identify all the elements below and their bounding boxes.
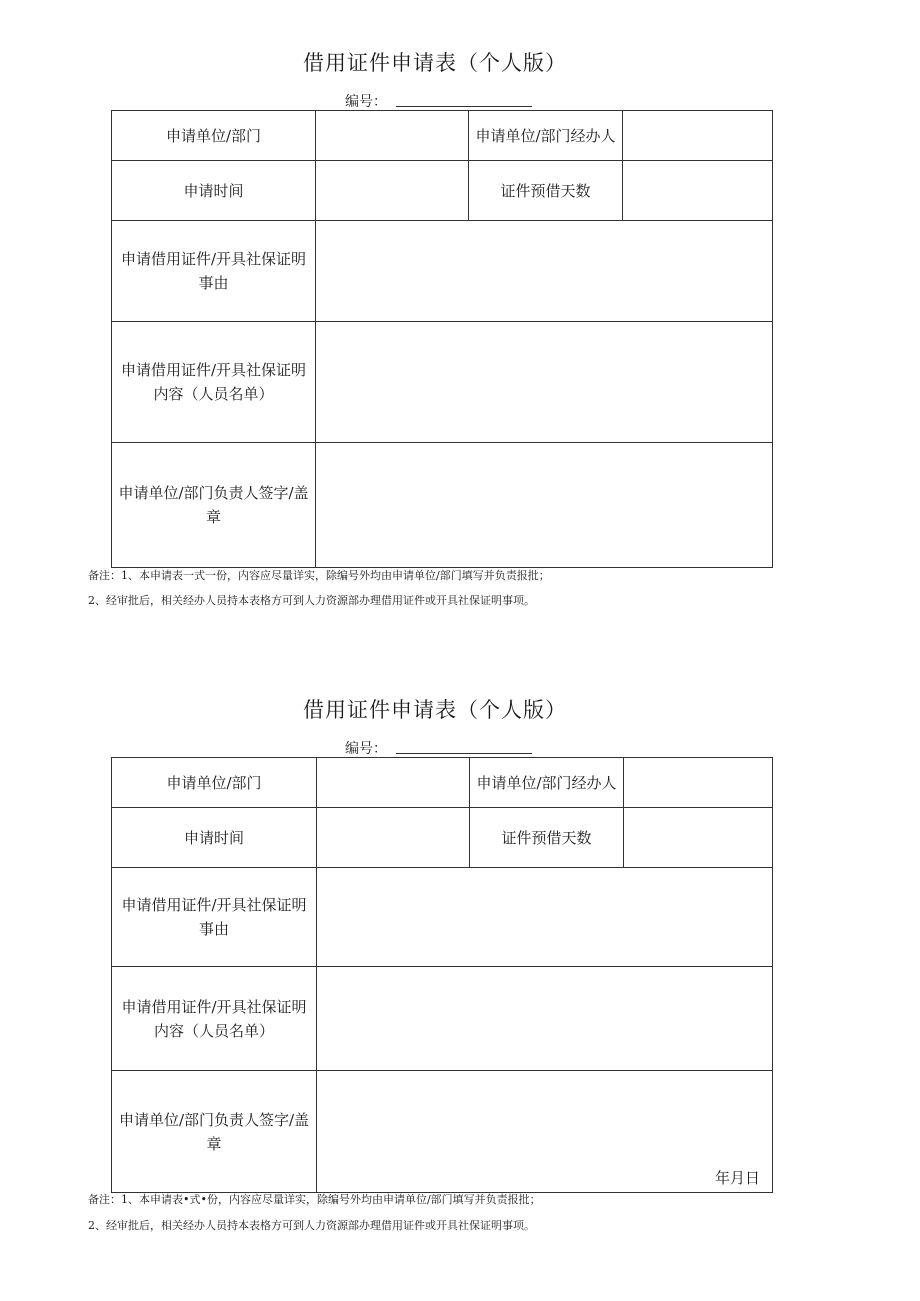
- unit-field[interactable]: [317, 758, 470, 808]
- note-line-2: 2、经审批后，相关经办人员持本表格方可到人力资源部办理借用证件或开具社保证明事项。: [88, 1219, 535, 1232]
- days-field[interactable]: [623, 161, 773, 221]
- form-title: 借用证件申请表（个人版）: [303, 51, 567, 75]
- time-label: 申请时间: [112, 808, 317, 868]
- sign-label: 申请单位/部门负责人签字/盖章: [112, 1071, 317, 1193]
- date-mark: 年月日: [714, 1169, 760, 1187]
- days-label: 证件预借天数: [469, 161, 623, 221]
- unit-field[interactable]: [316, 111, 469, 161]
- time-field[interactable]: [317, 808, 470, 868]
- application-table: [111, 757, 773, 1193]
- unit-label: 申请单位/部门: [112, 111, 316, 161]
- note-line-1: 备注：1、本申请表一式一份，内容应尽量详实，除编号外均由申请单位/部门填写并负责报批；: [88, 569, 550, 582]
- content-field[interactable]: [316, 322, 773, 443]
- serial-number-field[interactable]: [396, 753, 532, 754]
- sign-label: 申请单位/部门负责人签字/盖章: [112, 443, 316, 568]
- note-line-1: 备注：1、本申请表•式•份，内容应尽量详实，除编号外均由申请单位/部门填写并负责报批；: [88, 1193, 541, 1206]
- serial-number-label: 编号：: [345, 741, 387, 757]
- handler-label: 申请单位/部门经办人: [470, 758, 624, 808]
- time-field[interactable]: [316, 161, 469, 221]
- reason-label: 申请借用证件/开具社保证明事由: [112, 868, 317, 967]
- sign-field[interactable]: [316, 443, 773, 568]
- content-field[interactable]: [317, 967, 773, 1071]
- content-label: 申请借用证件/开具社保证明内容（人员名单）: [112, 322, 316, 443]
- application-table: [111, 110, 773, 568]
- unit-label: 申请单位/部门: [112, 758, 317, 808]
- reason-field[interactable]: [316, 221, 773, 322]
- handler-label: 申请单位/部门经办人: [469, 111, 623, 161]
- time-label: 申请时间: [112, 161, 316, 221]
- days-field[interactable]: [624, 808, 773, 868]
- handler-field[interactable]: [624, 758, 773, 808]
- days-label: 证件预借天数: [470, 808, 624, 868]
- note-line-2: 2、经审批后，相关经办人员持本表格方可到人力资源部办理借用证件或开具社保证明事项。: [88, 594, 535, 607]
- serial-number-field[interactable]: [396, 106, 532, 107]
- form-title: 借用证件申请表（个人版）: [303, 698, 567, 722]
- handler-field[interactable]: [623, 111, 773, 161]
- sign-field[interactable]: [317, 1071, 773, 1193]
- serial-number-label: 编号：: [345, 94, 387, 110]
- reason-label: 申请借用证件/开具社保证明事由: [112, 221, 316, 322]
- content-label: 申请借用证件/开具社保证明内容（人员名单）: [112, 967, 317, 1071]
- reason-field[interactable]: [317, 868, 773, 967]
